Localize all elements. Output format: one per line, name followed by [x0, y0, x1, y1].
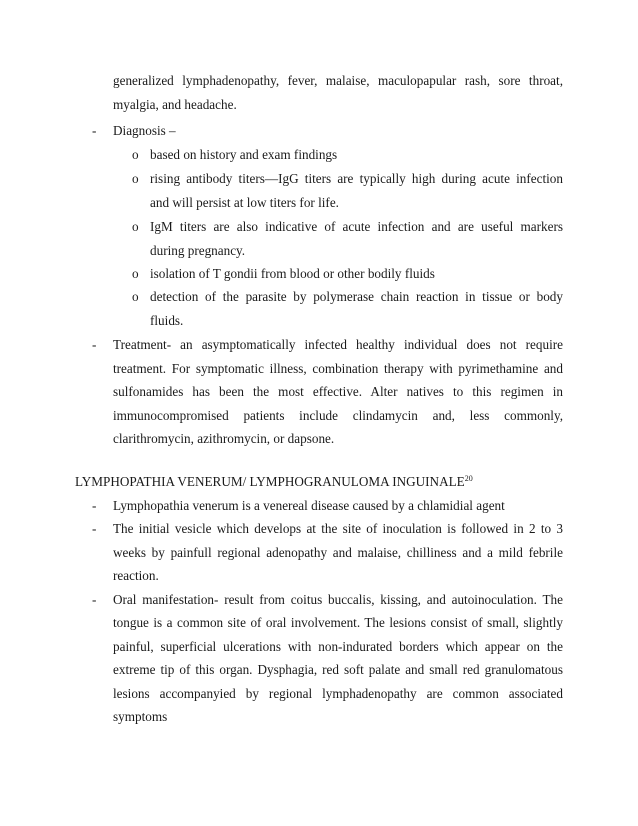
treatment-line-3: sulfonamides has been the most effective. Alter natives to this regimen in	[113, 384, 563, 399]
diagnosis-bullet: -	[92, 123, 97, 138]
diagnosis-item-2-line-1: rising antibody titers—IgG titers are typically high during acute infection	[150, 171, 563, 186]
lgv-point-2-line-3: reaction.	[113, 568, 159, 583]
lgv-bullet-2: -	[92, 521, 97, 536]
diagnosis-item-4: isolation of T gondii from blood or other bodily fluids	[150, 266, 435, 281]
diagnosis-item-2-line-2: and will persist at low titers for life.	[150, 195, 339, 210]
treatment-line-5: clarithromycin, azithromycin, or dapsone.	[113, 431, 335, 446]
diagnosis-heading: Diagnosis –	[113, 123, 176, 138]
lgv-bullet-3: -	[92, 592, 97, 607]
section-heading	[75, 474, 473, 490]
section-title: LYMPHOPATHIA VENERUM/ LYMPHOGRANULOMA INGUINALE	[75, 474, 465, 489]
diagnosis-sub-bullet: o	[132, 219, 139, 234]
intro-line-1: generalized lymphadenopathy, fever, malaise, maculopapular rash, sore throat,	[113, 73, 563, 88]
lgv-point-3-line-1: Oral manifestation- result from coitus buccalis, kissing, and autoinoculation. The	[113, 592, 563, 607]
diagnosis-sub-bullet: o	[132, 147, 139, 162]
lgv-bullet-1: -	[92, 498, 97, 513]
diagnosis-item-5-line-1: detection of the parasite by polymerase chain reaction in tissue or body	[150, 289, 563, 304]
diagnosis-item-1: based on history and exam findings	[150, 147, 338, 162]
diagnosis-item-3-line-2: during pregnancy.	[150, 243, 246, 258]
section-reference: 20	[464, 474, 473, 483]
treatment-bullet: -	[92, 337, 97, 352]
lgv-point-2-line-1: The initial vesicle which develops at the site of inoculation is followed in 2 to 3	[113, 521, 563, 536]
lgv-point-3-line-6: symptoms	[113, 709, 168, 724]
diagnosis-sub-bullet: o	[132, 266, 139, 281]
treatment-line-2: treatment. For symptomatic illness, combination therapy with pyrimethamine and	[113, 361, 563, 376]
lgv-point-3-line-5: lesions accompanyied by regional lymphadenopathy are common associated	[113, 686, 563, 701]
treatment-line-4: immunocompromised patients include clindamycin and, less commonly,	[113, 408, 563, 423]
diagnosis-sub-bullet: o	[132, 289, 139, 304]
treatment-line-1: Treatment- an asymptomatically infected healthy individual does not require	[113, 337, 563, 352]
diagnosis-item-5-line-2: fluids.	[150, 313, 184, 328]
lgv-point-2-line-2: weeks by painfull regional adenopathy and malaise, chilliness and a mild febrile	[113, 545, 563, 560]
lgv-point-3-line-3: painful, superficial ulcerations with non-indurated borders which appear on the	[113, 639, 563, 654]
lgv-point-3-line-2: tongue is a common site of oral involvement. The lesions consist of small, slightly	[113, 615, 563, 630]
diagnosis-sub-bullet: o	[132, 171, 139, 186]
lgv-point-1-line-1: Lymphopathia venerum is a venereal disease caused by a chlamidial agent	[113, 498, 505, 513]
intro-line-2: myalgia, and headache.	[113, 97, 237, 112]
lgv-point-3-line-4: extreme tip of this organ. Dysphagia, red soft palate and small red granulomatous	[113, 662, 563, 677]
diagnosis-item-3-line-1: IgM titers are also indicative of acute infection and are useful markers	[150, 219, 563, 234]
